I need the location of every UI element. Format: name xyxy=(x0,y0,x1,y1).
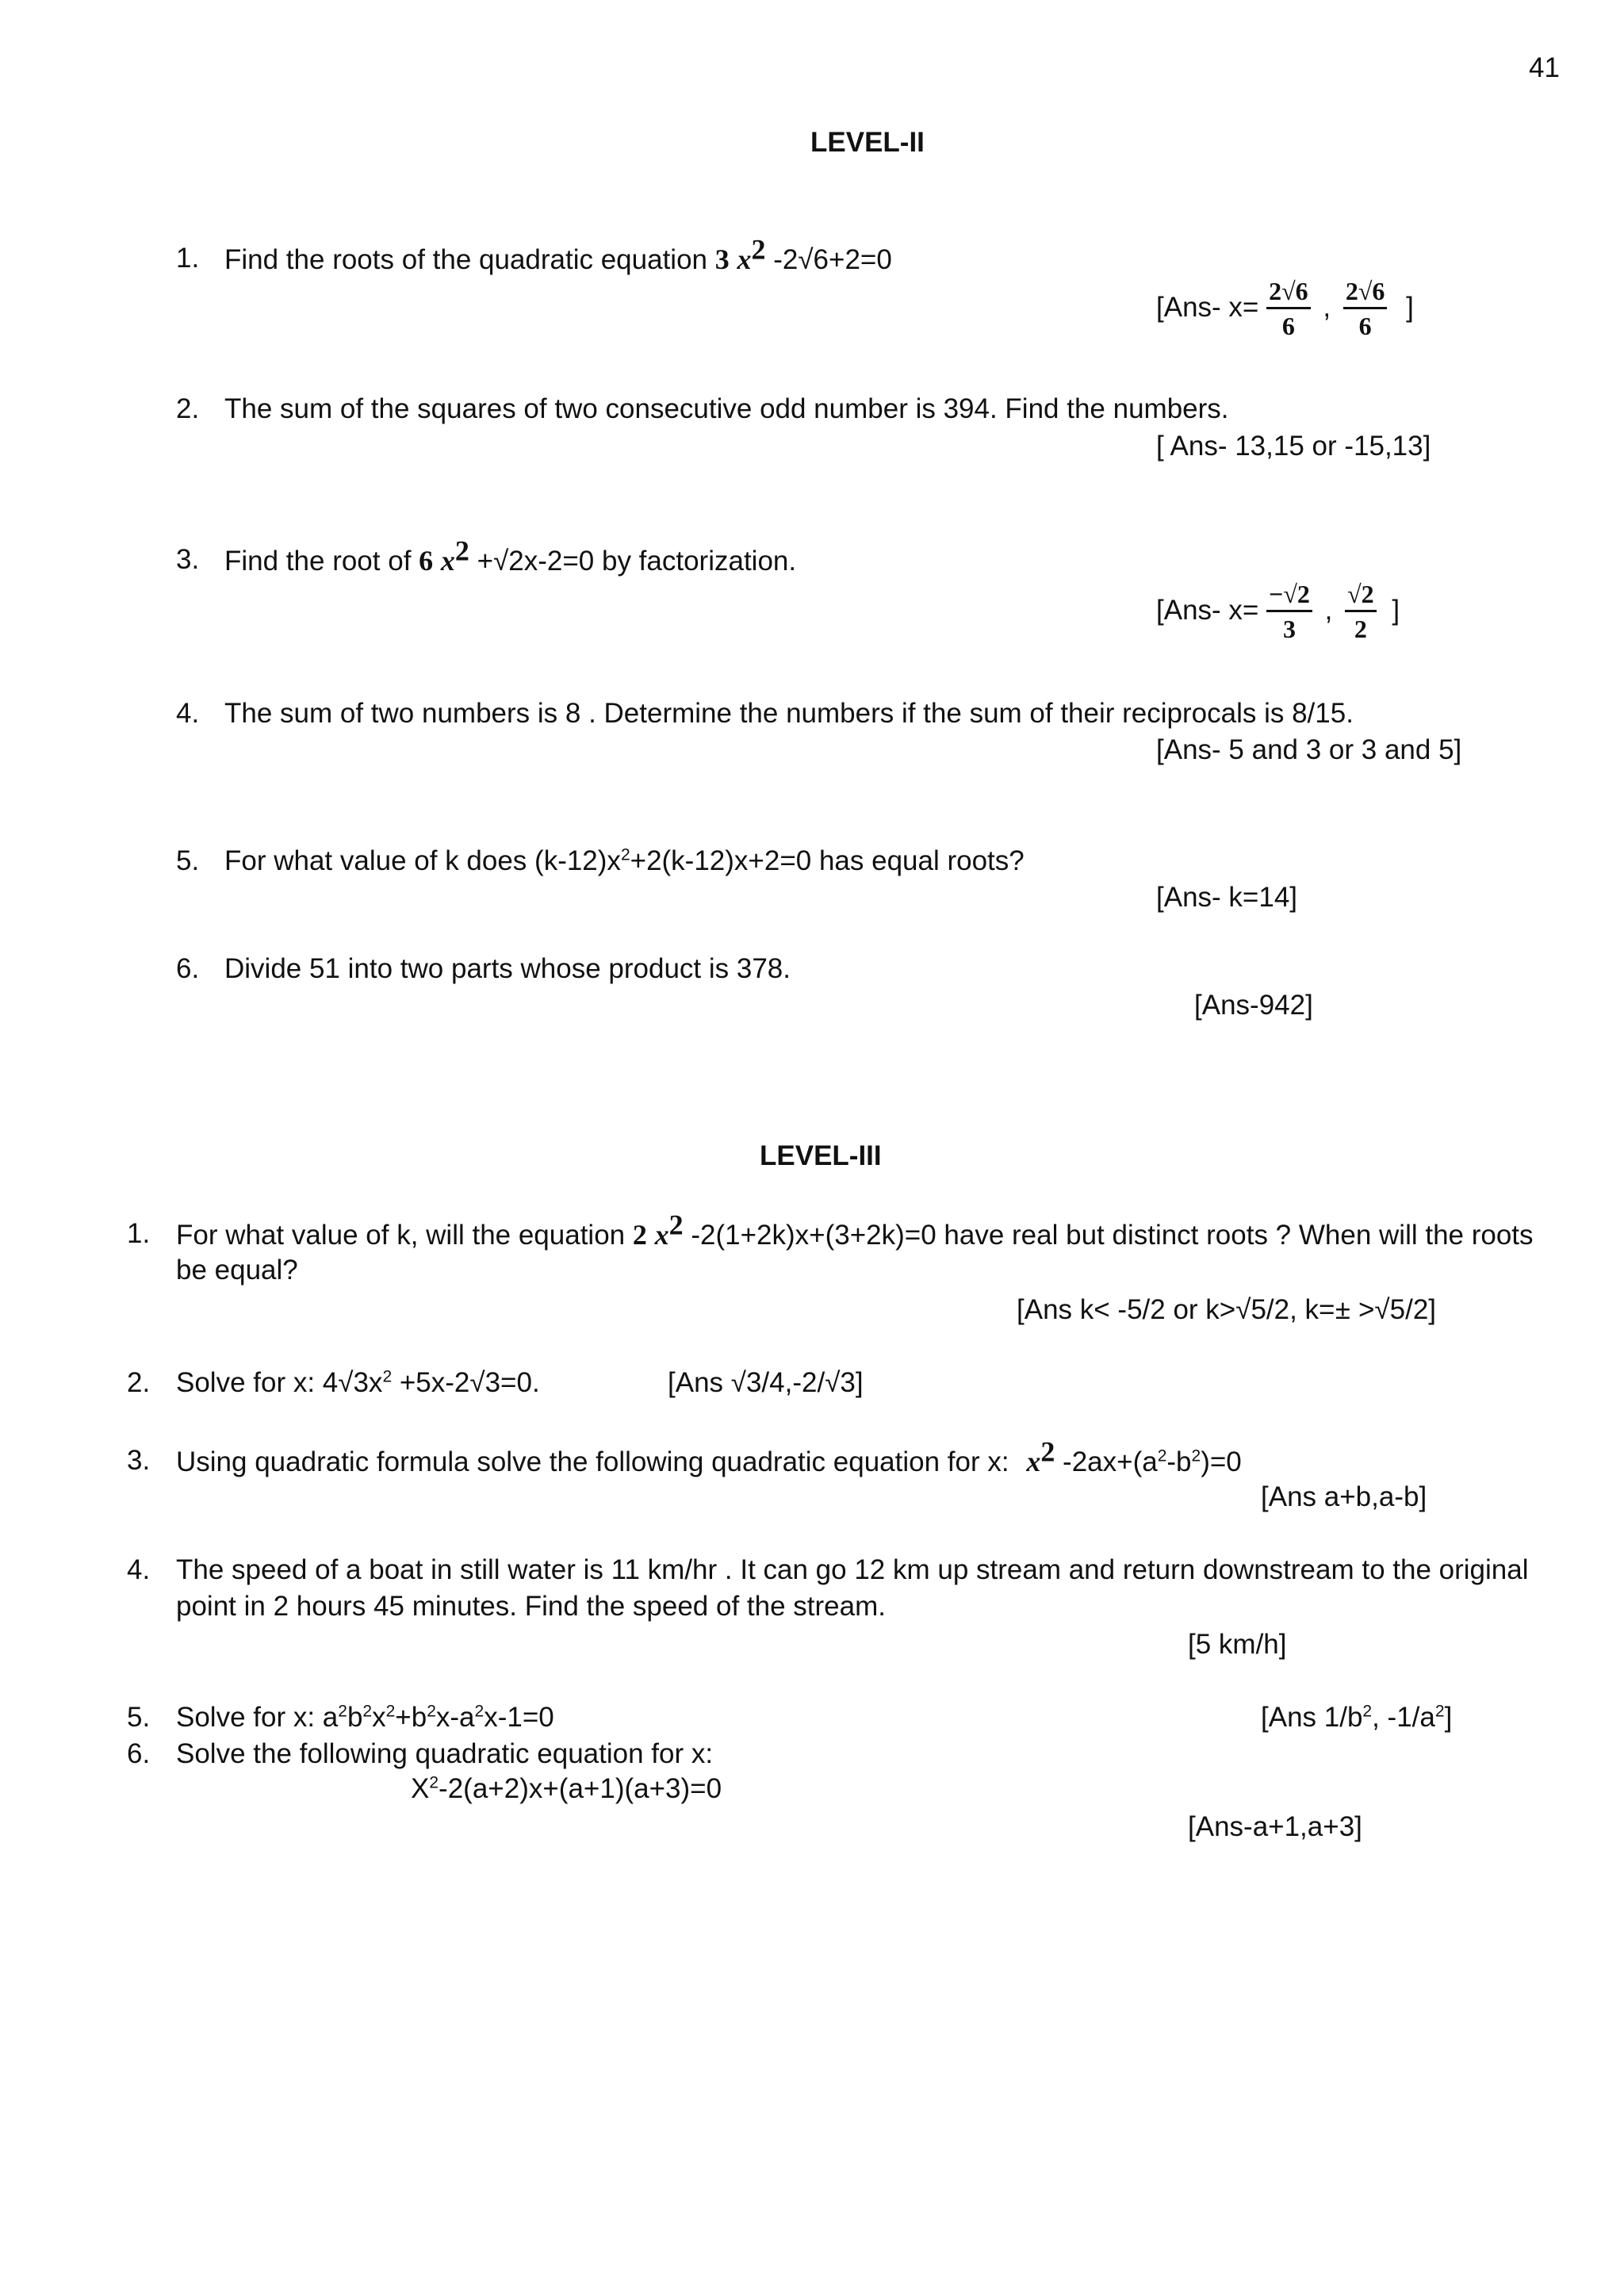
l3-q6-equation: $X^2-2(a+2)x+(a+1)(a+3)=0$ xyxy=(411,1773,722,1804)
l2-q1-text: Find the roots of the quadratic equation 3 $x^2$ -2√6+2=0 xyxy=(224,233,892,275)
l2-q4-text: The sum of two numbers is 8 . Determine the numbers if the sum of their reciprocals is 8/15. xyxy=(224,698,1354,729)
l3-q1-answer: [Ans k< -5/2 or k>√5/2, k=± >√5/2] xyxy=(1017,1293,1437,1325)
l2-q6-answer: [Ans-942] xyxy=(1194,990,1313,1021)
l2-q5-answer: [Ans- k=14] xyxy=(1156,882,1298,913)
l3-q1-text: For what value of k, will the equation 2 $x^2$ -2(1+2k)x+(3+2k)=0 have real but distinct roots ? When will the roots xyxy=(176,1209,1534,1251)
equation-coefficient: 2 xyxy=(632,1219,647,1251)
l3-q5-text: Solve for x: $a^2b^2x^2+b^2x-a^2x-1=0$ xyxy=(176,1702,554,1733)
l2-q1-answer: [Ans- x= $\frac{2√6}{6}$ , $\frac{2√6}{6}$ ] xyxy=(1156,277,1414,341)
l3-q2-number: 2. xyxy=(127,1367,151,1398)
l3-q4-answer: [5 km/h] xyxy=(1188,1629,1287,1660)
l2-q6-text: Divide 51 into two parts whose product is 378. xyxy=(224,953,791,984)
level-3-heading: LEVEL-III xyxy=(760,1140,882,1171)
l3-q5-number: 5. xyxy=(127,1702,151,1733)
l2-q3-text: Find the root of 6 $x^2 +√2x-2=0$ by factorization. xyxy=(224,534,797,577)
l3-q4-text-line2: point in 2 hours 45 minutes. Find the speed of the stream. xyxy=(176,1591,886,1622)
equation-variable: x xyxy=(737,243,752,275)
l3-q2-answer: [Ans √3/4,-2/√3] xyxy=(668,1367,864,1398)
l2-q3-answer: [Ans- x= $\frac{-√2}{3}$ , $\frac{√2}{2}$ ] xyxy=(1156,580,1400,644)
l2-q6-number: 6. xyxy=(176,953,200,984)
plus-minus-symbol: ± xyxy=(1335,1293,1351,1325)
l2-q3-number: 3. xyxy=(176,544,200,575)
l2-q4-answer: [Ans- 5 and 3 or 3 and 5] xyxy=(1156,734,1462,765)
page-number: 41 xyxy=(1529,52,1560,83)
answer-fraction: $\frac{2√6}{6}$ xyxy=(1266,278,1311,340)
equation-coefficient: 6 xyxy=(419,545,434,577)
l3-q3-number: 3. xyxy=(127,1445,151,1476)
l3-q4-number: 4. xyxy=(127,1554,151,1585)
level-2-heading: LEVEL-II xyxy=(810,127,925,158)
l3-q6-text: Solve the following quadratic equation for x: xyxy=(176,1738,714,1769)
l3-q1-text-line2: be equal? xyxy=(176,1255,298,1285)
l2-q2-answer: [ Ans- 13,15 or -15,13] xyxy=(1156,431,1431,462)
equation-variable: x xyxy=(440,545,455,577)
l3-q2-text: Solve for x: $4√3x^2 +5x-2√3=0$. xyxy=(176,1367,540,1398)
l3-q1-number: 1. xyxy=(127,1218,151,1249)
l3-q3-answer: [Ans a+b,a-b] xyxy=(1261,1481,1427,1512)
l3-q6-number: 6. xyxy=(127,1738,151,1769)
l2-q5-text: For what value of k does $(k-12)x^2+2(k-12)x+2=0$ has equal roots? xyxy=(224,845,1025,876)
equation-coefficient: 3 xyxy=(714,243,730,275)
l3-q3-text: Using quadratic formula solve the following quadratic equation for x: $x^2$ $-2ax+(a^2-b^2)=0$ xyxy=(176,1435,1242,1477)
l2-q4-number: 4. xyxy=(176,698,200,729)
l2-q2-text: The sum of the squares of two consecutive odd number is 394. Find the numbers. xyxy=(224,393,1229,424)
l2-q1-number: 1. xyxy=(176,243,200,274)
equation-variable: x xyxy=(1026,1446,1041,1477)
l3-q4-text: The speed of a boat in still water is 11 km/hr . It can go 12 km up stream and return downstream to the original xyxy=(176,1554,1529,1585)
l2-q5-number: 5. xyxy=(176,845,200,876)
answer-fraction: $\frac{√2}{2}$ xyxy=(1345,580,1377,643)
l3-q5-answer: [Ans $1/b^2$, $-1/a^2$] xyxy=(1261,1702,1453,1733)
equation-variable: x xyxy=(654,1219,669,1251)
l2-q2-number: 2. xyxy=(176,393,200,424)
l3-q6-answer: [Ans-a+1,a+3] xyxy=(1188,1811,1362,1842)
answer-fraction: $\frac{2√6}{6}$ xyxy=(1343,278,1388,340)
answer-fraction: $\frac{-√2}{3}$ xyxy=(1266,580,1312,643)
